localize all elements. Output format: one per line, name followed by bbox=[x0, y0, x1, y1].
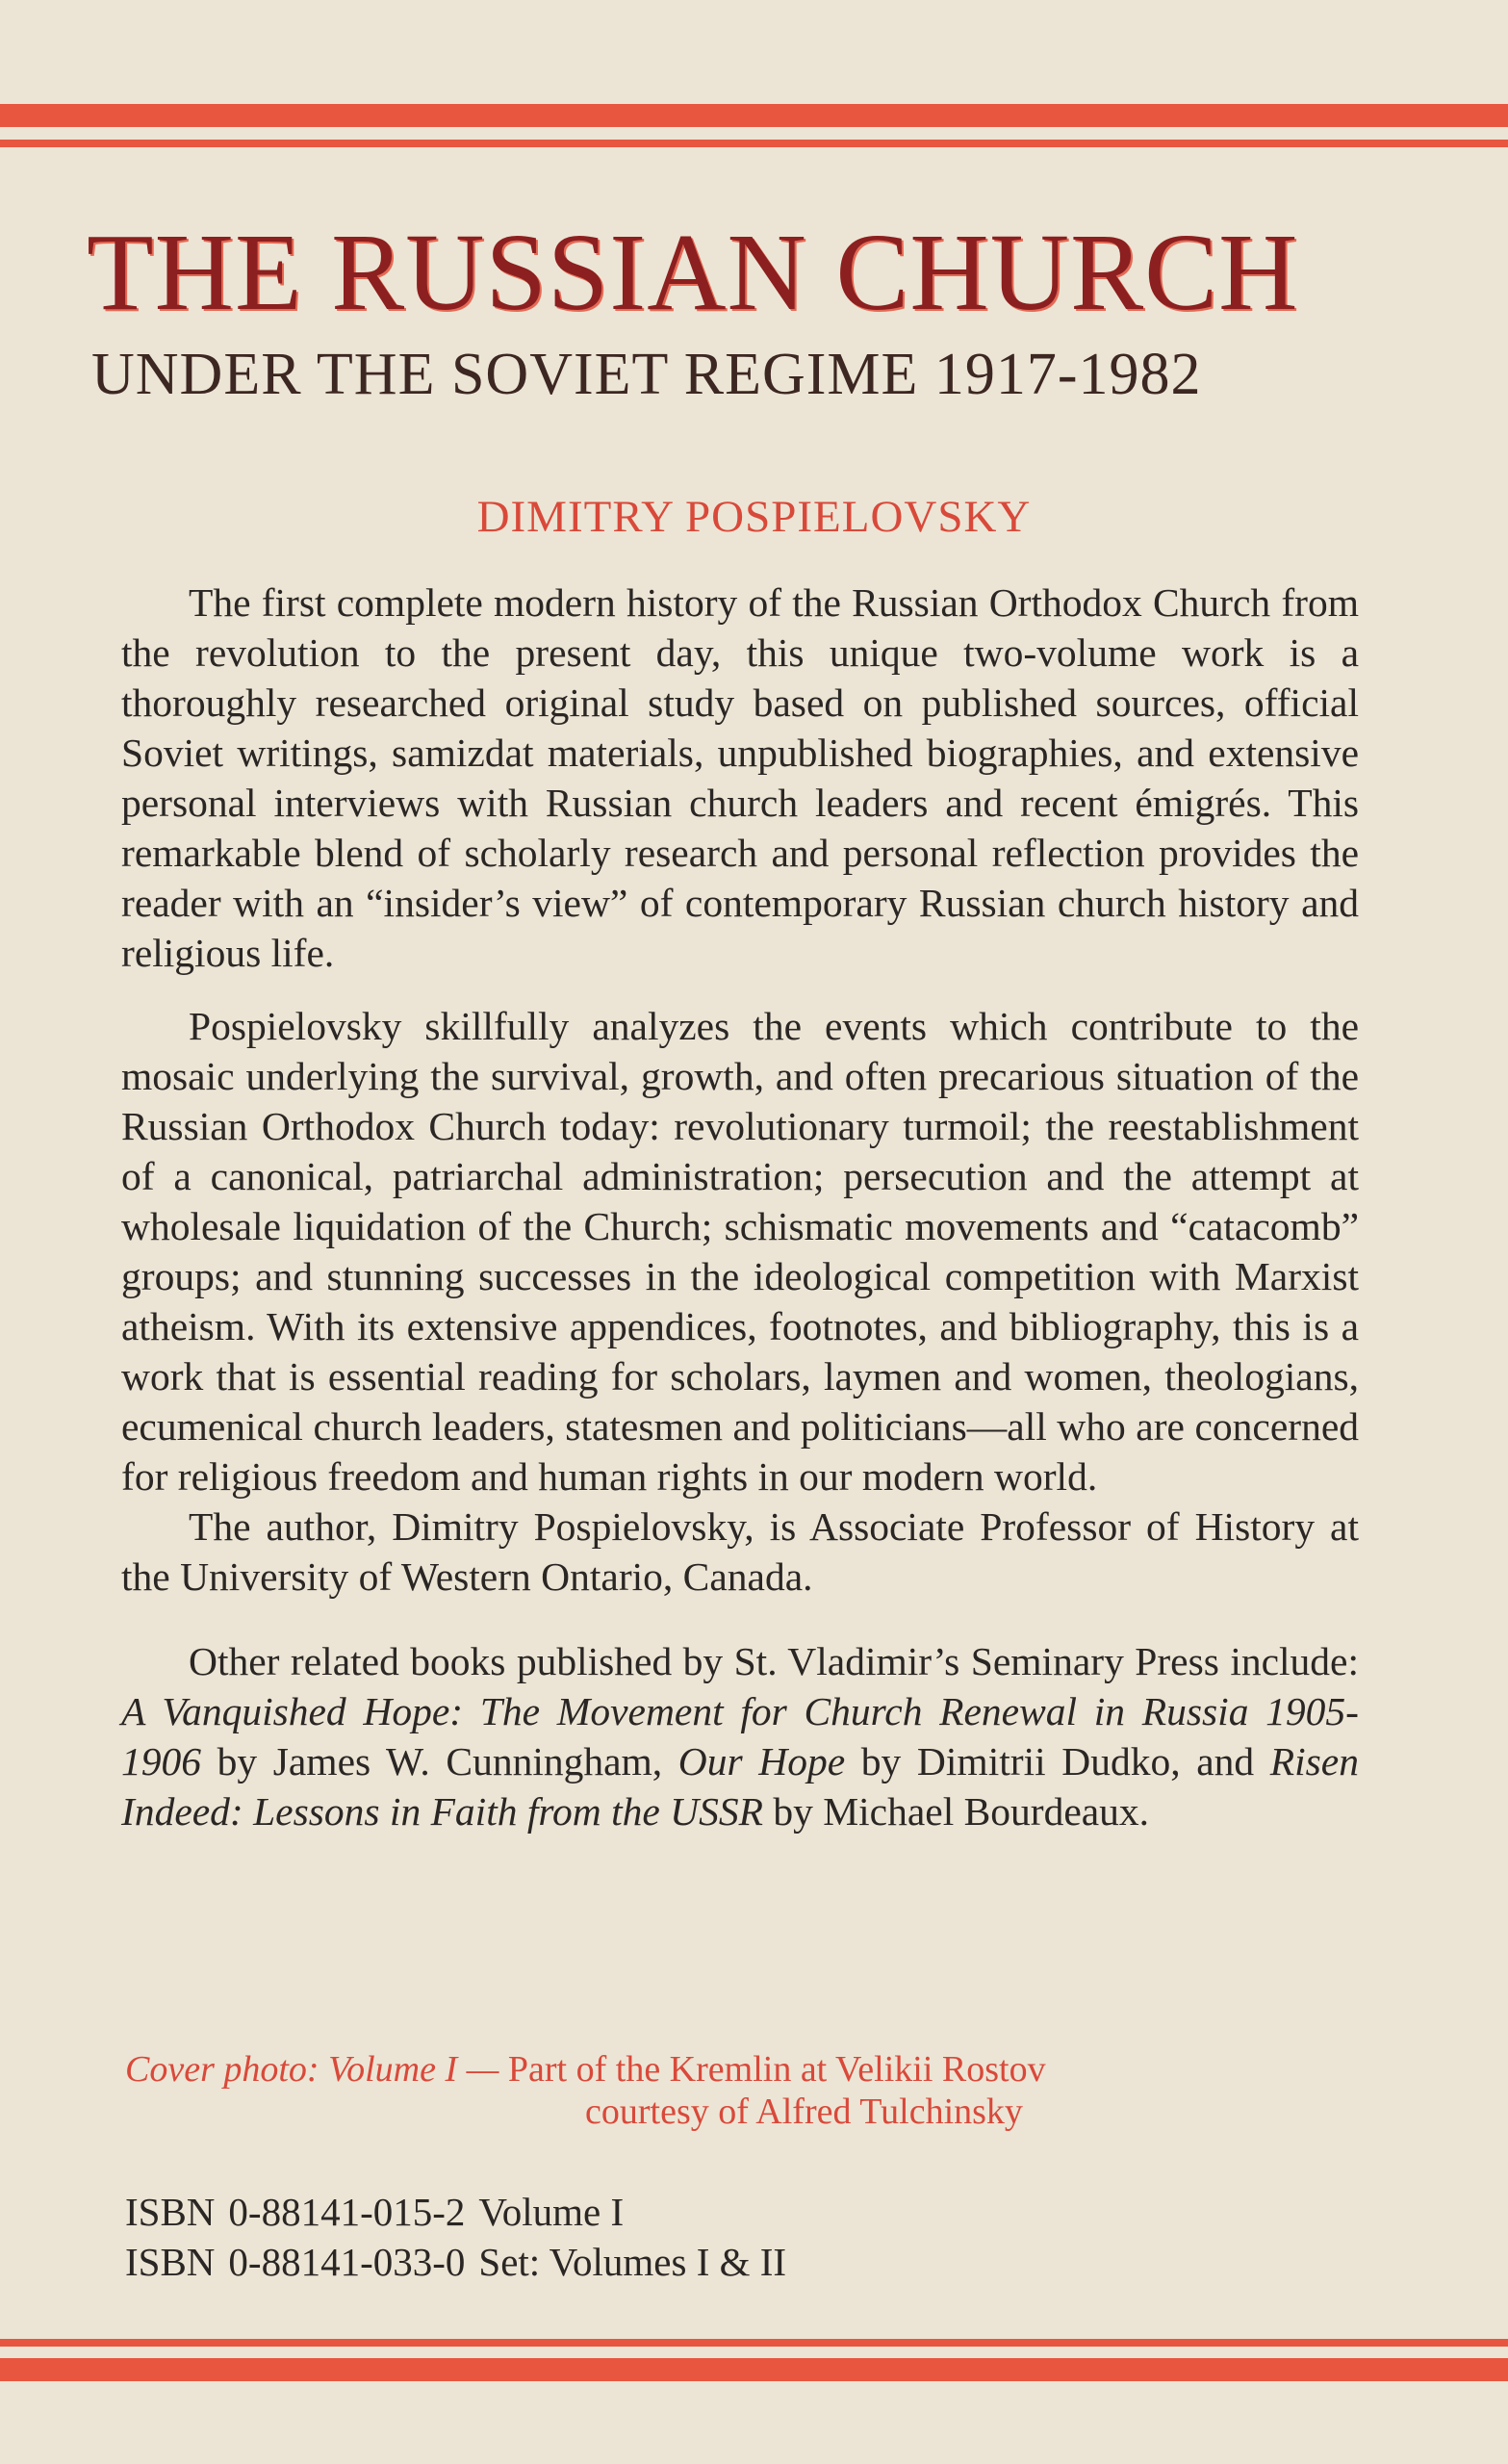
related-book-title: Risen Indeed: Lessons in Faith from the USSR bbox=[121, 1739, 1359, 1834]
paragraph-author-bio: The author, Dimitry Pospielovsky, is Associate Professor of History at the University of Western Ontario, Canada. bbox=[121, 1504, 1359, 1599]
paragraph-related-books bbox=[121, 1636, 1359, 1836]
paragraph-intro: The first complete modern history of the Russian Orthodox Church from the revolution to the present day, this unique two-volume work is a thoroughly researched original study based on published sources, official Soviet writings, samizdat materials, unpublished biographies, and extensive personal interviews with Russian church leaders and recent émigrés. This remarkable blend of scholarly research and personal reflection provides the reader with an “insider’s view” of contemporary Russian church history and religious life. bbox=[121, 580, 1359, 975]
top-rule-thin bbox=[0, 140, 1508, 147]
bottom-rule-thick bbox=[0, 2358, 1508, 2381]
cover-photo-label: Cover photo: Volume I — bbox=[125, 2049, 499, 2090]
isbn-line bbox=[125, 2237, 1328, 2287]
book-subtitle: UNDER THE SOVIET REGIME 1917-1982 bbox=[91, 342, 1202, 407]
cover-photo-credit bbox=[125, 2048, 1328, 2133]
isbn-desc: Volume I bbox=[478, 2190, 625, 2234]
book-title: THE RUSSIAN CHURCH bbox=[87, 211, 1299, 333]
related-book-title: A Vanquished Hope: The Movement for Church Renewal in Russia 1905-1906 bbox=[121, 1689, 1359, 1784]
bottom-rule-thin bbox=[0, 2339, 1508, 2347]
related-book-title: Our Hope bbox=[677, 1739, 846, 1784]
isbn-block bbox=[125, 2187, 1328, 2287]
related-book-author: by Dimitrii Dudko, and bbox=[845, 1739, 1270, 1784]
description-body bbox=[121, 578, 1359, 1836]
related-book-author: by Michael Bourdeaux. bbox=[763, 1789, 1150, 1834]
cover-photo-desc: Part of the Kremlin at Velikii Rostov bbox=[498, 2049, 1046, 2090]
author-name: DIMITRY POSPIELOVSKY bbox=[476, 492, 1032, 542]
isbn-line bbox=[125, 2187, 1328, 2237]
top-rule-thick bbox=[0, 104, 1508, 127]
isbn-code: 0-88141-033-0 bbox=[228, 2240, 466, 2284]
isbn-code: 0-88141-015-2 bbox=[228, 2190, 466, 2234]
paragraph-analysis: Pospielovsky skillfully analyzes the events which contribute to the mosaic underlying the survival, growth, and often precarious situation of the Russian Orthodox Church today: revolutionary turmoil; the reestablishment of a canonical, patriarchal administration; persecution and the attempt at wholesale liquidation of the Church; schismatic movements and “catacomb” groups; and stunning successes in the ideological competition with Marxist atheism. With its extensive appendices, footnotes, and bibliography, this is a work that is essential reading for scholars, laymen and women, theologians, ecumenical church leaders, statesmen and politicians—all who are concerned for religious freedom and human rights in our modern world. bbox=[121, 1004, 1359, 1499]
cover-photo-courtesy: courtesy of Alfred Tulchinsky bbox=[585, 2092, 1023, 2132]
isbn-prefix: ISBN bbox=[125, 2240, 216, 2284]
related-intro: Other related books published by St. Vladimir’s Seminary Press include: bbox=[189, 1639, 1359, 1683]
isbn-prefix: ISBN bbox=[125, 2190, 216, 2234]
isbn-desc: Set: Volumes I & II bbox=[478, 2240, 787, 2284]
related-book-author: by James W. Cunningham, bbox=[201, 1739, 678, 1784]
